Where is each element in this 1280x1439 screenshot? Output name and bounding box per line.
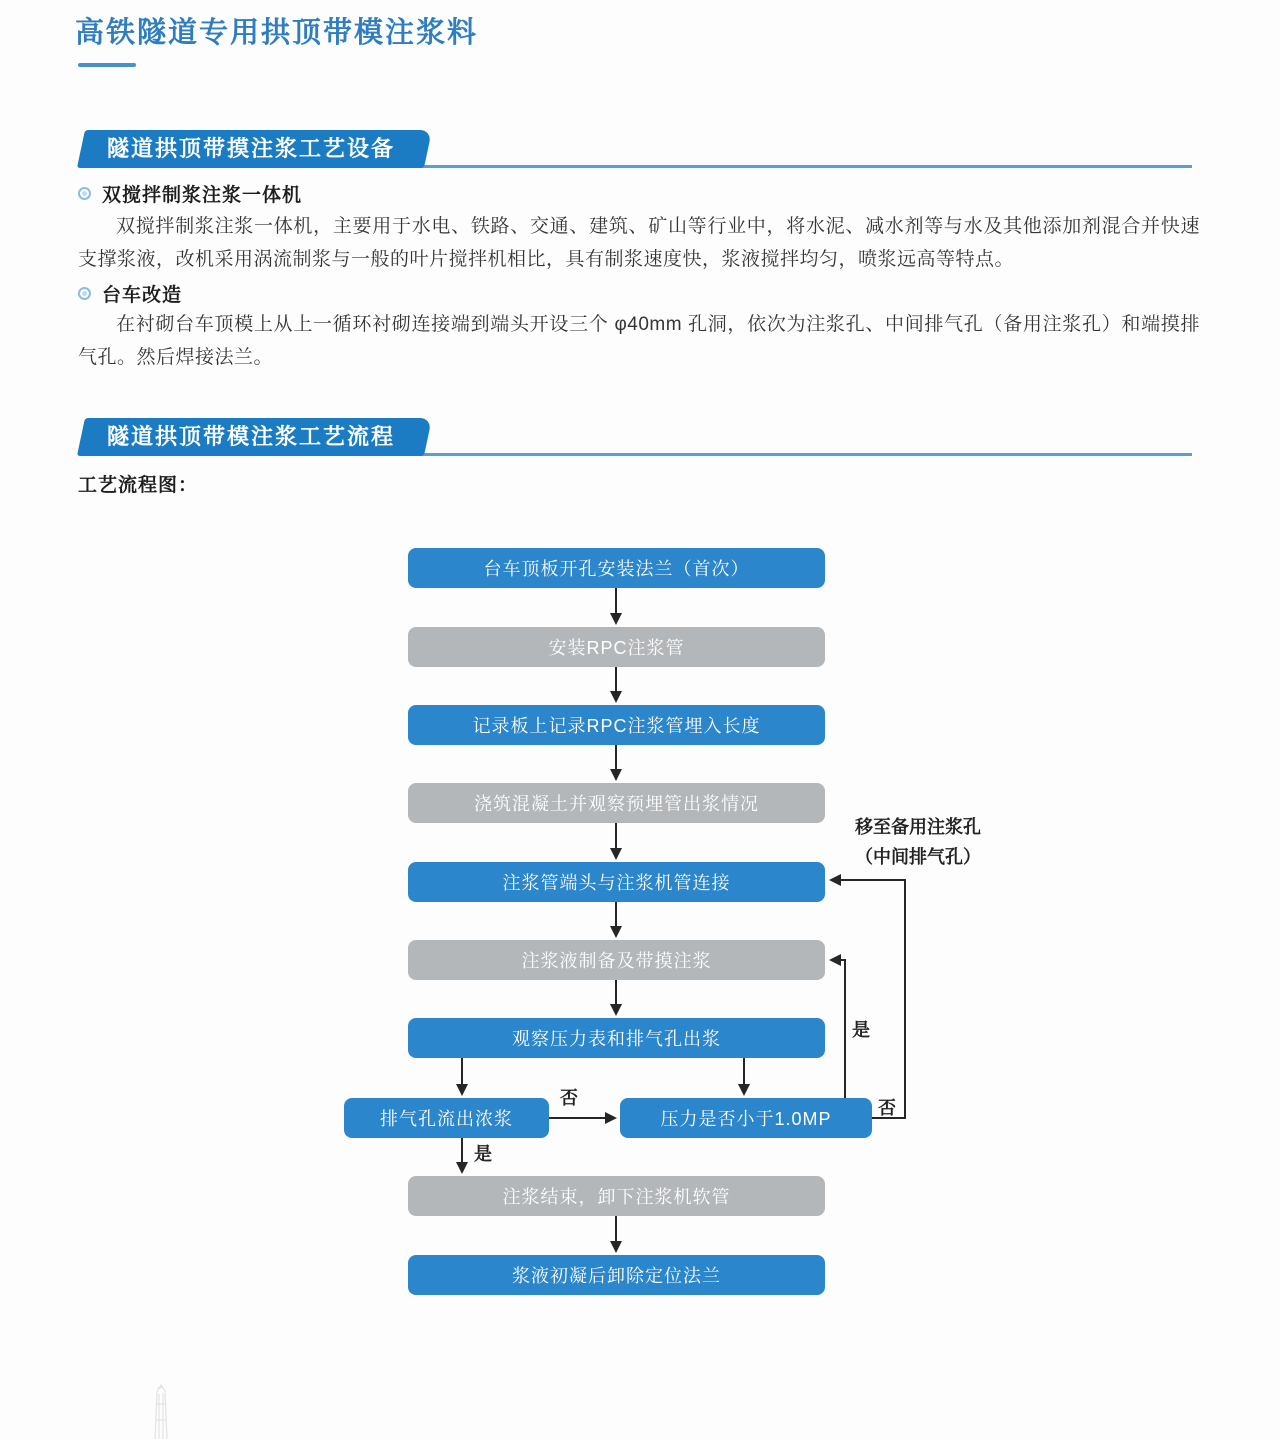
bullet-item-trolley xyxy=(78,280,182,307)
flow-node-remove-flange: 浆液初凝后卸除定位法兰 xyxy=(408,1255,825,1295)
flow-node-open-hole-install-flange: 台车顶板开孔安装法兰（首次） xyxy=(408,548,825,588)
edge-label-no: 否 xyxy=(560,1088,578,1108)
section-banner-process xyxy=(85,418,432,456)
flow-node-vent-hole-thick-grout: 排气孔流出浓浆 xyxy=(344,1098,549,1138)
section-banner-label: 隧道拱顶带模注浆工艺流程 xyxy=(107,424,396,449)
loop-annotation xyxy=(838,812,998,872)
flow-node-pressure-check: 压力是否小于1.0MP xyxy=(620,1098,872,1138)
title-underline xyxy=(78,63,136,67)
bullseye-bullet-icon xyxy=(78,287,91,300)
section-banner-equipment xyxy=(85,130,432,168)
bullseye-bullet-icon xyxy=(78,187,91,200)
edge-label-yes-loop: 是 xyxy=(852,1020,870,1040)
loop-annotation-line1: 移至备用注浆孔 xyxy=(855,817,981,837)
edge-label-no-loop: 否 xyxy=(878,1098,896,1118)
bullet-heading: 双搅拌制浆注浆一体机 xyxy=(102,185,303,206)
process-flowchart xyxy=(0,530,1280,1330)
flow-node-end-grouting-remove-hose: 注浆结束，卸下注浆机软管 xyxy=(408,1176,825,1216)
flow-node-observe-pressure-gauge: 观察压力表和排气孔出浆 xyxy=(408,1018,825,1058)
paragraph-trolley: 在衬砌台车顶模上从上一循环衬砌连接端到端头开设三个 φ40mm 孔洞，依次为注浆孔、中间排气孔（备用注浆孔）和端摸排气孔。然后焊接法兰。 xyxy=(78,314,1200,368)
edge-label-yes: 是 xyxy=(474,1144,492,1164)
flow-node-record-pipe-length: 记录板上记录RPC注浆管埋入长度 xyxy=(408,705,825,745)
section-banner-label: 隧道拱顶带摸注浆工艺设备 xyxy=(107,136,396,161)
paragraph-mixer: 双搅拌制浆注浆一体机，主要用于水电、铁路、交通、建筑、矿山等行业中，将水泥、减水剂等与水及其他添加剂混合并快速支撑浆液，改机采用涡流制浆与一般的叶片搅拌机相比，具有制浆速度快，浆液搅拌均匀，喷浆远高等特点。 xyxy=(78,216,1200,270)
bullet-heading: 台车改造 xyxy=(102,285,183,306)
page-title: 高铁隧道专用拱顶带模注浆料 xyxy=(75,17,479,49)
flow-node-install-rpc-pipe: 安装RPC注浆管 xyxy=(408,627,825,667)
loop-annotation-line2: （中间排气孔） xyxy=(855,847,981,867)
flow-node-prepare-grout: 注浆液制备及带摸注浆 xyxy=(408,940,825,980)
flow-node-pour-concrete-observe: 浇筑混凝土并观察预埋管出浆情况 xyxy=(408,783,825,823)
flow-node-connect-grouting-machine: 注浆管端头与注浆机管连接 xyxy=(408,862,825,902)
bullet-item-mixer xyxy=(78,180,302,207)
flowchart-caption: 工艺流程图： xyxy=(78,475,199,496)
building-watermark-icon xyxy=(136,1382,188,1439)
